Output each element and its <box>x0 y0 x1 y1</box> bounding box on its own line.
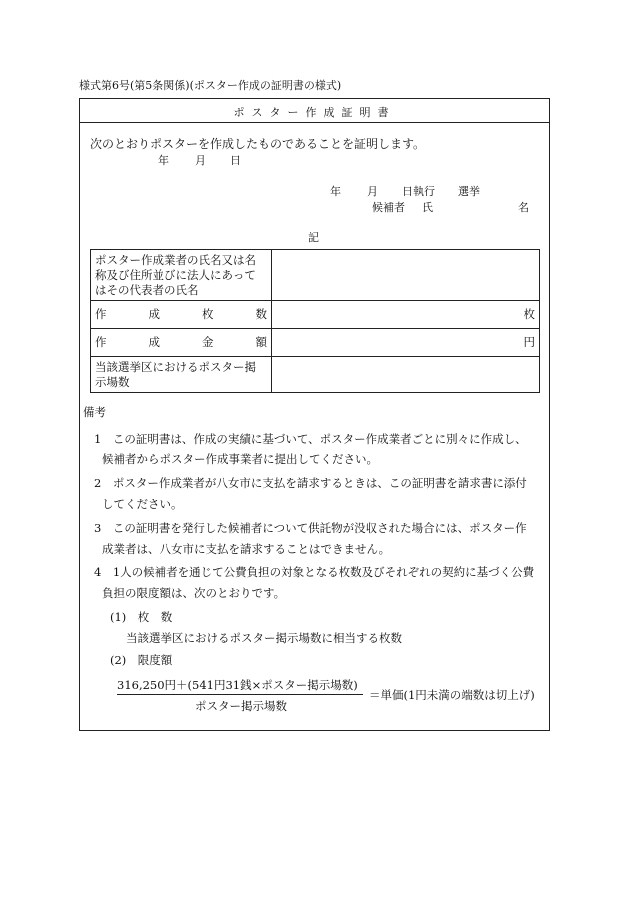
sub1-heading: (1) 枚 数 <box>110 610 173 624</box>
remark-4-line-2: 負担の限度額は、次のとおりです。 <box>102 586 286 600</box>
label-char: 枚 <box>202 307 214 321</box>
candidate-shi: 氏 <box>422 201 433 214</box>
formula-denominator: ポスター掲示場数 <box>195 699 287 713</box>
row-label-amount <box>91 329 272 357</box>
formula-numerator: 316,250円＋(541円31銭×ポスター掲示場数) <box>117 678 358 692</box>
ki-marker: 記 <box>308 231 319 244</box>
formula-result: ＝単価(1円未満の端数は切上げ) <box>369 688 535 702</box>
row-value-maker <box>272 250 540 301</box>
label-char: 成 <box>148 335 160 349</box>
certificate-frame <box>79 98 550 731</box>
remark-2-line-1: 2 ポスター作成業者が八女市に支払を請求するときは、この証明書を請求書に添付 <box>94 476 527 490</box>
table-row <box>91 329 540 357</box>
row-label-maker: ポスター作成業者の氏名又は名称及び住所並びに法人にあってはその代表者の氏名 <box>91 250 272 301</box>
table-row <box>91 357 540 393</box>
certificate-statement: 次のとおりポスターを作成したものであることを証明します。 <box>90 137 426 151</box>
remark-3-line-2: 成業者は、八女市に支払を請求することはできません。 <box>102 542 391 556</box>
row-unit-count: 枚 <box>272 301 540 329</box>
row-unit-amount: 円 <box>272 329 540 357</box>
election-month: 月 <box>367 185 378 198</box>
election-day-exec: 日執行 <box>402 185 435 198</box>
title-bar <box>80 99 549 123</box>
label-char: 作 <box>95 307 107 321</box>
table-row <box>91 301 540 329</box>
label-char: 額 <box>255 335 267 349</box>
sub1-text: 当該選挙区におけるポスター掲示場数に相当する枚数 <box>126 631 402 645</box>
table-row <box>91 250 540 301</box>
fraction-bar <box>117 694 363 695</box>
form-caption: 様式第6号(第5条関係)(ポスター作成の証明書の様式) <box>79 79 342 92</box>
election-label: 選挙 <box>458 185 480 198</box>
label-char: 金 <box>202 335 214 349</box>
remarks-heading: 備考 <box>83 405 106 419</box>
remark-1-line-2: 候補者からポスター作成事業者に提出してください。 <box>102 452 378 466</box>
remark-3-line-1: 3 この証明書を発行した候補者について供託物が没収された場合には、ポスター作 <box>94 521 527 535</box>
row-label-count <box>91 301 272 329</box>
label-char: 成 <box>148 307 160 321</box>
details-table <box>90 249 540 393</box>
election-year: 年 <box>330 185 341 198</box>
label-char: 数 <box>255 307 267 321</box>
remark-2-line-2: してください。 <box>102 497 183 511</box>
date-month: 月 <box>195 154 206 167</box>
date-year: 年 <box>158 154 169 167</box>
date-day: 日 <box>230 154 241 167</box>
row-value-boards <box>272 357 540 393</box>
candidate-label: 候補者 <box>372 201 405 214</box>
remark-1-line-1: 1 この証明書は、作成の実績に基づいて、ポスター作成業者ごとに別々に作成し、 <box>94 432 527 446</box>
candidate-mei: 名 <box>518 201 529 214</box>
row-label-boards: 当該選挙区におけるポスター掲示場数 <box>91 357 272 393</box>
label-char: 作 <box>95 335 107 349</box>
sub2-heading: (2) 限度額 <box>110 653 173 667</box>
certificate-title: ポスター作成証明書 <box>233 106 396 119</box>
remark-4-line-1: 4 1人の候補者を通じて公費負担の対象となる枚数及びそれぞれの契約に基づく公費 <box>94 565 535 579</box>
